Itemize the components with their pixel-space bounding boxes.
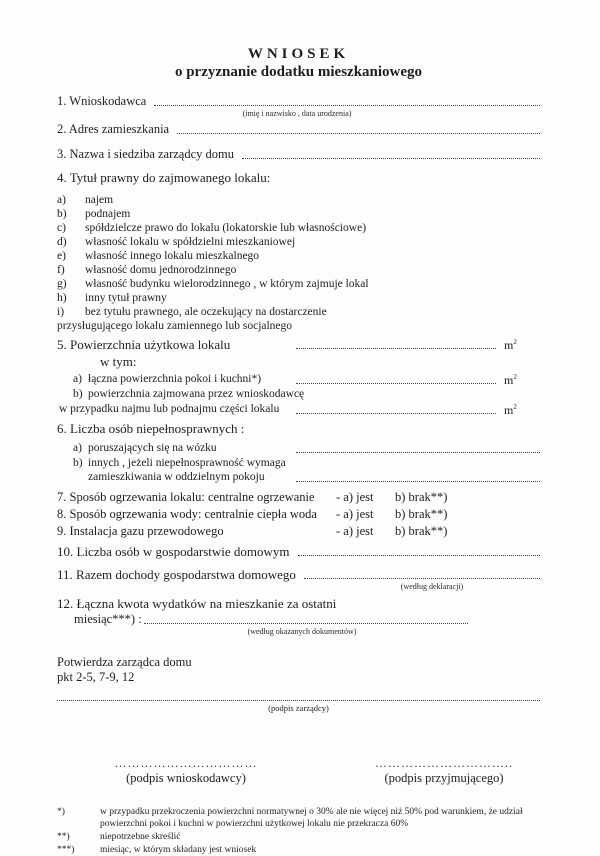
field-area-b-line2 — [57, 401, 540, 417]
item-text: powierzchnia zajmowana przez wnioskodawcę — [88, 388, 305, 400]
field-household — [57, 544, 540, 559]
manager-signature-blank-line[interactable] — [57, 690, 540, 701]
field-expenses — [57, 612, 540, 627]
footnote-marker: *) — [57, 807, 65, 817]
legal-title-item-g — [57, 277, 540, 291]
field-heating — [57, 489, 540, 506]
gas-option-b: b) brak**) — [395, 524, 448, 538]
area-subheader: w tym: — [100, 354, 137, 369]
item-text-continued: w przypadku najmu lub podnajmu części lokalu — [59, 403, 280, 415]
footnote-1 — [57, 806, 540, 830]
gas-label: 9. Instalacja gazu przewodowego — [57, 524, 224, 538]
gas-option-a: - a) jest — [336, 524, 374, 538]
water-option-b: b) brak**) — [395, 507, 448, 521]
confirmation-line1: Potwierdza zarządca domu — [57, 655, 192, 669]
manager-label: 3. Nazwa i siedziba zarządcy domu — [57, 147, 235, 161]
footnote-2 — [57, 831, 540, 843]
item-letter: c) — [57, 222, 66, 234]
expenses-label-line2: miesiąc***) : — [74, 612, 142, 626]
applicant-label: 1. Wnioskodawca — [57, 94, 147, 108]
item-letter: f) — [57, 264, 65, 276]
item-text: najem — [85, 194, 114, 206]
item-text-continued: zamieszkiwania w oddzielnym pokoju — [88, 471, 265, 483]
item-text: podnajem — [85, 208, 131, 220]
legal-title-item-a — [57, 193, 540, 207]
item-text: spółdzielcze prawo do lokalu (lokatorskie lub własnościowe) — [85, 222, 367, 234]
item-text: własność lokalu w spółdzielni mieszkaniowej — [85, 236, 296, 248]
field-income — [57, 567, 540, 582]
item-letter: b) — [73, 457, 83, 469]
manager-signature-caption: (podpis zarządcy) — [268, 703, 329, 713]
area-b-blank-line[interactable] — [296, 412, 496, 414]
item-letter: b) — [73, 388, 83, 400]
field-disabled-b-line1 — [57, 456, 540, 470]
disabled-b-blank-line[interactable] — [296, 480, 540, 482]
legal-title-item-h — [57, 291, 540, 305]
footnote-text: miesiąc, w którym składany jest wniosek — [100, 845, 257, 855]
footnote-text: niepotrzebne skreślić — [100, 832, 181, 842]
applicant-signature — [105, 757, 267, 786]
item-letter: h) — [57, 292, 67, 304]
footnote-3 — [57, 844, 540, 856]
footnote-marker: ***) — [57, 845, 75, 855]
usable-area-label: 5. Powierzchnia użytkowa lokalu — [57, 337, 231, 352]
legal-title-continuation: przysługującego lokalu zamiennego lub socjalnego — [57, 320, 293, 332]
household-label: 10. Liczba osób w gospodarstwie domowym — [57, 544, 290, 559]
form-title: WNIOSEK — [247, 46, 350, 62]
item-text: łączna powierzchnia pokoi i kuchni*) — [88, 373, 262, 385]
field-address — [57, 122, 540, 137]
legal-title-item-d — [57, 235, 540, 249]
legal-title-item-f — [57, 263, 540, 277]
field-area-b-line1 — [57, 387, 540, 401]
expenses-label-line1: 12. Łączna kwota wydatków na mieszkanie za ostatni — [57, 596, 337, 611]
legal-title-heading: 4. Tytuł prawny do zajmowanego lokalu: — [57, 170, 271, 185]
unit-m2: $m^2$ — [504, 403, 517, 417]
field-area-a — [57, 371, 540, 387]
item-text: innych , jeżeli niepełnosprawność wymaga — [88, 457, 286, 469]
item-letter: a) — [73, 442, 82, 454]
water-label: 8. Sposób ogrzewania wody: centralnie ciepła woda — [57, 507, 317, 521]
form-subtitle: o przyznanie dodatku mieszkaniowego — [174, 64, 423, 80]
applicant-blank-line[interactable] — [154, 104, 540, 106]
item-text: własność budynku wielorodzinnego , w którym zajmuje lokal — [85, 278, 369, 290]
item-letter: e) — [57, 250, 66, 262]
income-blank-line[interactable] — [304, 577, 540, 579]
applicant-caption: (imię i nazwisko , data urodzenia) — [242, 109, 352, 118]
item-text: bez tytułu prawnego, ale oczekujący na dostarczenie — [85, 306, 327, 318]
confirmation-line2: pkt 2-5, 7-9, 12 — [57, 670, 135, 684]
expenses-caption: (według okazanych dokumentów) — [247, 627, 357, 636]
expenses-blank-line[interactable] — [144, 622, 468, 624]
heating-option-b: b) brak**) — [395, 490, 448, 504]
field-disabled-b-line2 — [57, 470, 540, 485]
item-letter: i) — [57, 306, 65, 318]
applicant-signature-blank-line[interactable]: …………………………… — [114, 756, 258, 770]
signature-block — [57, 757, 540, 786]
income-caption: (według deklaracji) — [400, 582, 464, 591]
field-disabled-a — [57, 441, 540, 456]
heating-label: 7. Sposób ogrzewania lokalu: centralne ogrzewanie — [57, 490, 315, 504]
item-letter: b) — [57, 208, 67, 220]
field-water — [57, 506, 540, 523]
unit-m2: $m^2$ — [504, 373, 517, 387]
field-usable-area — [57, 336, 540, 352]
field-applicant — [57, 94, 540, 109]
footnote-marker: **) — [57, 832, 70, 842]
item-text: własność domu jednorodzinnego — [85, 264, 237, 276]
item-text: inny tytuł prawny — [85, 292, 167, 304]
disabled-a-blank-line[interactable] — [296, 451, 540, 453]
manager-blank-line[interactable] — [242, 157, 540, 159]
heating-option-a: - a) jest — [336, 490, 374, 504]
field-manager — [57, 147, 540, 162]
item-letter: g) — [57, 278, 67, 290]
address-label: 2. Adres zamieszkania — [57, 122, 170, 136]
item-letter: a) — [57, 194, 66, 206]
field-gas — [57, 523, 540, 540]
income-label: 11. Razem dochody gospodarstwa domowego — [57, 567, 296, 582]
item-text: własność innego lokalu mieszkalnego — [85, 250, 260, 262]
disabled-persons-heading: 6. Liczba osób niepełnosprawnych : — [57, 421, 245, 436]
item-text: poruszających się na wózku — [88, 442, 217, 454]
footnotes — [57, 806, 540, 856]
address-blank-line[interactable] — [177, 132, 540, 134]
usable-area-blank-line[interactable] — [296, 347, 496, 349]
legal-title-item-c — [57, 221, 540, 235]
footnote-text: w przypadku przekroczenia powierzchni normatywnej o 30% ale nie więcej niż 50% pod warunkiem, że udział powierzchni pokoi i kuchni w powierzchni użytkowej lokalu nie przekracza 60% — [100, 807, 523, 829]
water-option-a: - a) jest — [336, 507, 374, 521]
receiver-signature — [356, 757, 532, 786]
item-letter: a) — [73, 373, 82, 385]
item-letter: d) — [57, 236, 67, 248]
legal-title-item-e — [57, 249, 540, 263]
household-blank-line[interactable] — [298, 554, 540, 556]
applicant-signature-caption: (podpis wnioskodawcy) — [126, 771, 246, 785]
receiver-signature-blank-line[interactable]: ………………………….. — [375, 756, 513, 770]
legal-title-item-b — [57, 207, 540, 221]
receiver-signature-caption: (podpis przyjmującego) — [384, 771, 504, 785]
area-a-blank-line[interactable] — [296, 382, 496, 384]
unit-m2: $m^2$ — [504, 338, 517, 352]
legal-title-item-i — [57, 305, 540, 319]
